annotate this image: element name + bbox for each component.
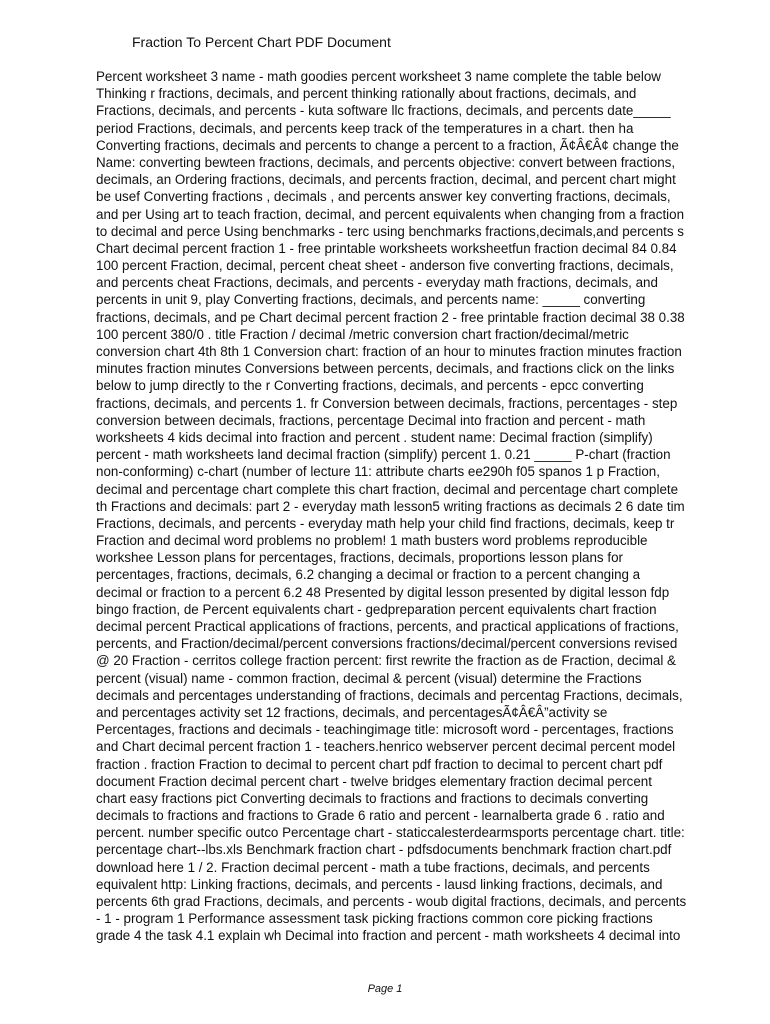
body-line: download here 1 / 2. Fraction decimal percent - math a tube fractions, decimals, and percents [96, 859, 650, 875]
body-line: percentage chart--lbs.xls Benchmark fraction chart - pdfsdocuments benchmark fraction chart.pdf [96, 842, 672, 858]
body-line: document Fraction decimal percent chart - twelve bridges elementary fraction decimal percent [96, 773, 652, 789]
body-line: fractions, decimals, and percents 1. fr Conversion between decimals, fractions, percentages - step [96, 395, 678, 411]
body-line: 100 percent 380/0 . title Fraction / decimal /metric conversion chart fraction/decimal/metric [96, 326, 629, 342]
body-line: conversion between decimals, fractions, percentage Decimal into fraction and percent - math [96, 412, 646, 428]
body-line: and percentages activity set 12 fractions, decimals, and percentagesÃ¢Â€Â”activity se [96, 704, 608, 720]
body-line: minutes fraction minutes Conversions between percents, decimals, and fractions click on the links [96, 361, 675, 377]
body-line: and Chart decimal percent fraction 1 - teachers.henrico webserver percent decimal percent model [96, 739, 676, 755]
body-line: and percents cheat Fractions, decimals, and percents - everyday math fractions, decimals, and [96, 275, 658, 291]
body-line: @ 20 Fraction - cerritos college fraction percent: first rewrite the fraction as de Fraction, decimal & [96, 653, 676, 669]
body-line: Name: converting bewteen fractions, decimals, and percents objective: convert between fractions, [96, 154, 676, 170]
body-line: Percent worksheet 3 name - math goodies percent worksheet 3 name complete the table below [96, 69, 661, 84]
body-line: Percentages, fractions and decimals - teachingimage title: microsoft word - percentages, fractions [96, 722, 674, 738]
body-line: bingo fraction, de Percent equivalents chart - gedpreparation percent equivalents chart fraction [96, 601, 657, 617]
body-line: to decimal and perce Using benchmarks - terc using benchmarks fractions,decimals,and percents s [96, 223, 684, 239]
body-line: th Fractions and decimals: part 2 - everyday math lesson5 writing fractions as decimals 2 6 date tim [96, 498, 685, 514]
body-line: percentages, fractions, decimals, 6.2 changing a decimal or fraction to a percent changing a [96, 567, 641, 583]
body-line: Fractions, decimals, and percents - kuta software llc fractions, decimals, and percents date_____ [96, 103, 671, 119]
body-line: fractions, decimals, and pe Chart decimal percent fraction 2 - free printable fraction decimal 38 0.38 [96, 309, 685, 325]
body-line: percent - math worksheets land decimal fraction (simplify) percent 1. 0.21 _____ P-chart (fraction [96, 447, 671, 463]
body-line: equivalent http: Linking fractions, decimals, and percents - lausd linking fractions, decimals, and [96, 876, 663, 892]
body-line: decimal and percentage chart complete this chart fraction, decimal and percentage chart complete [96, 481, 679, 497]
body-line: decimals to fractions and fractions to Grade 6 ratio and percent - learnalberta grade 6 . ratio and [96, 808, 665, 824]
body-line: decimals, an Ordering fractions, decimals, and percents fraction, decimal, and percent chart might [96, 172, 676, 188]
body-line: Converting fractions, decimals and percents to change a percent to a fraction, Ã¢Â€Â¢ change the [96, 137, 679, 153]
body-line: be usef Converting fractions , decimals , and percents answer key converting fractions, decimals, [96, 189, 671, 205]
body-line: percents in unit 9, play Converting fractions, decimals, and percents name: _____ converting [96, 292, 646, 308]
body-line: workshee Lesson plans for percentages, fractions, decimals, proportions lesson plans for [96, 550, 623, 566]
body-line: decimal percent Practical applications of fractions, percents, and practical applications of fractions, [96, 619, 679, 634]
body-line: and per Using art to teach fraction, decimal, and percent equivalents when changing from a fraction [96, 206, 685, 222]
body-line: 100 percent Fraction, decimal, percent cheat sheet - anderson five converting fractions, decimals, [96, 258, 674, 274]
body-line: decimals and percentages understanding of fractions, decimals and percentag Fractions, decimals, [96, 687, 683, 703]
body-line: decimal or fraction to a percent 6.2 48 Presented by digital lesson presented by digital lesson fdp [96, 584, 670, 600]
body-line: percent. number specific outco Percentage chart - staticcalesterdearmsports percentage chart. title: [96, 825, 685, 841]
body-line: fraction . fraction Fraction to decimal to percent chart pdf fraction to decimal to percent chart pdf [96, 756, 663, 772]
body-line: chart easy fractions pict Converting decimals to fractions and fractions to decimals converting [96, 790, 649, 806]
body-line: worksheets 4 kids decimal into fraction and percent . student name: Decimal fraction (simplify) [96, 429, 653, 445]
body-line: percents 6th grad Fractions, decimals, and percents - woub digital fractions, decimals, and percents [96, 894, 687, 909]
body-line: Fractions, decimals, and percents - everyday math help your child find fractions, decimals, keep tr [96, 515, 675, 531]
body-line: non-conforming) c-chart (number of lecture 11: attribute charts ee290h f05 spanos 1 p Fraction, [96, 464, 660, 480]
body-line: Fraction and decimal word problems no problem! 1 math busters word problems reproducible [96, 533, 648, 549]
document-body [96, 68, 736, 945]
body-line: percent (visual) name - common fraction, decimal & percent (visual) determine the Fractions [96, 670, 642, 686]
page-number: Page 1 [367, 983, 403, 995]
body-line: percents, and Fraction/decimal/percent conversions fractions/decimal/percent conversions revised [96, 636, 678, 652]
body-line: - 1 - program 1 Performance assessment task picking fractions common core picking fractions [96, 911, 653, 927]
body-line: period Fractions, decimals, and percents keep track of the temperatures in a chart. then ha [96, 120, 634, 136]
body-line: grade 4 the task 4.1 explain wh Decimal into fraction and percent - math worksheets 4 decimal into [96, 928, 681, 944]
body-line: Chart decimal percent fraction 1 - free printable worksheets worksheetfun fraction decimal 84 0.84 [96, 240, 677, 256]
body-line: conversion chart 4th 8th 1 Conversion chart: fraction of an hour to minutes fraction minutes fraction [96, 344, 682, 359]
body-line: Thinking r fractions, decimals, and percent thinking rationally about fractions, decimals, and [96, 86, 637, 102]
body-line: below to jump directly to the r Converting fractions, decimals, and percents - epcc converting [96, 378, 644, 394]
document-title: Fraction To Percent Chart PDF Document [132, 34, 391, 50]
